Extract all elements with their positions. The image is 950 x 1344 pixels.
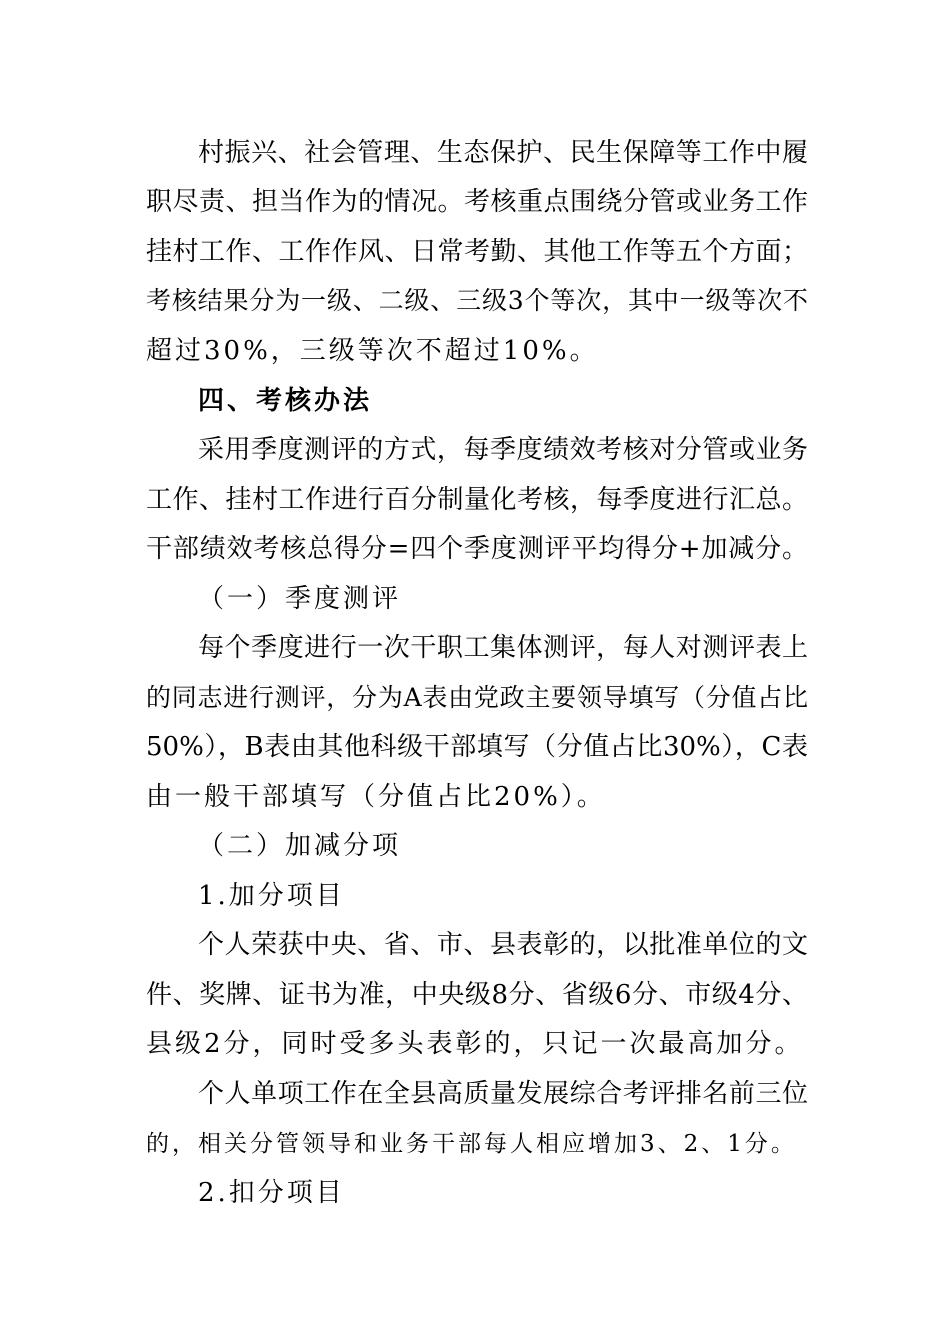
body-text-line: 挂村工作、工作作风、日常考勤、其他工作等五个方面； xyxy=(146,237,808,267)
body-text-line: 超过30%，三级等次不超过10%。 xyxy=(146,336,599,366)
body-text-line: 每个季度进行一次干职工集体测评，每人对测评表上 xyxy=(198,633,808,663)
body-text-line: 采用季度测评的方式，每季度绩效考核对分管或业务 xyxy=(198,435,808,465)
body-text-line: 的同志进行测评，分为A表由党政主要领导填写（分值占比 xyxy=(146,683,808,712)
section-heading: 四、考核办法 xyxy=(198,386,373,416)
body-text-line: 的，相关分管领导和业务干部每人相应增加3、2、1分。 xyxy=(146,1131,797,1157)
body-text-line: 由一般干部填写（分值占比20%）。 xyxy=(146,782,606,812)
item-heading: 1.加分项目 xyxy=(198,881,345,911)
body-text-line: 考核结果分为一级、二级、三级3个等次，其中一级等次不 xyxy=(146,286,808,315)
body-text-line: 件、奖牌、证书为准，中央级8分、省级6分、市级4分、 xyxy=(146,980,808,1010)
item-heading: 2.扣分项目 xyxy=(198,1178,345,1208)
body-text-line: 50%），B表由其他科级干部填写（分值占比30%），C表 xyxy=(146,732,808,762)
body-text-line: 村振兴、社会管理、生态保护、民生保障等工作中履 xyxy=(198,138,808,168)
body-text-line: 职尽责、担当作为的情况。考核重点围绕分管或业务工作 xyxy=(146,187,808,217)
body-text-line: 个人荣获中央、省、市、县表彰的，以批准单位的文 xyxy=(198,930,808,960)
subsection-heading: （一）季度测评 xyxy=(198,584,402,614)
body-text-line: 个人单项工作在全县高质量发展综合考评排名前三位 xyxy=(198,1079,808,1109)
body-text-line: 干部绩效考核总得分=四个季度测评平均得分+加减分。 xyxy=(146,534,808,564)
body-text-line: 县级2分，同时受多头表彰的，只记一次最高加分。 xyxy=(146,1029,804,1059)
subsection-heading: （二）加减分项 xyxy=(198,831,402,861)
body-text-line: 工作、挂村工作进行百分制量化考核，每季度进行汇总。 xyxy=(146,485,808,515)
